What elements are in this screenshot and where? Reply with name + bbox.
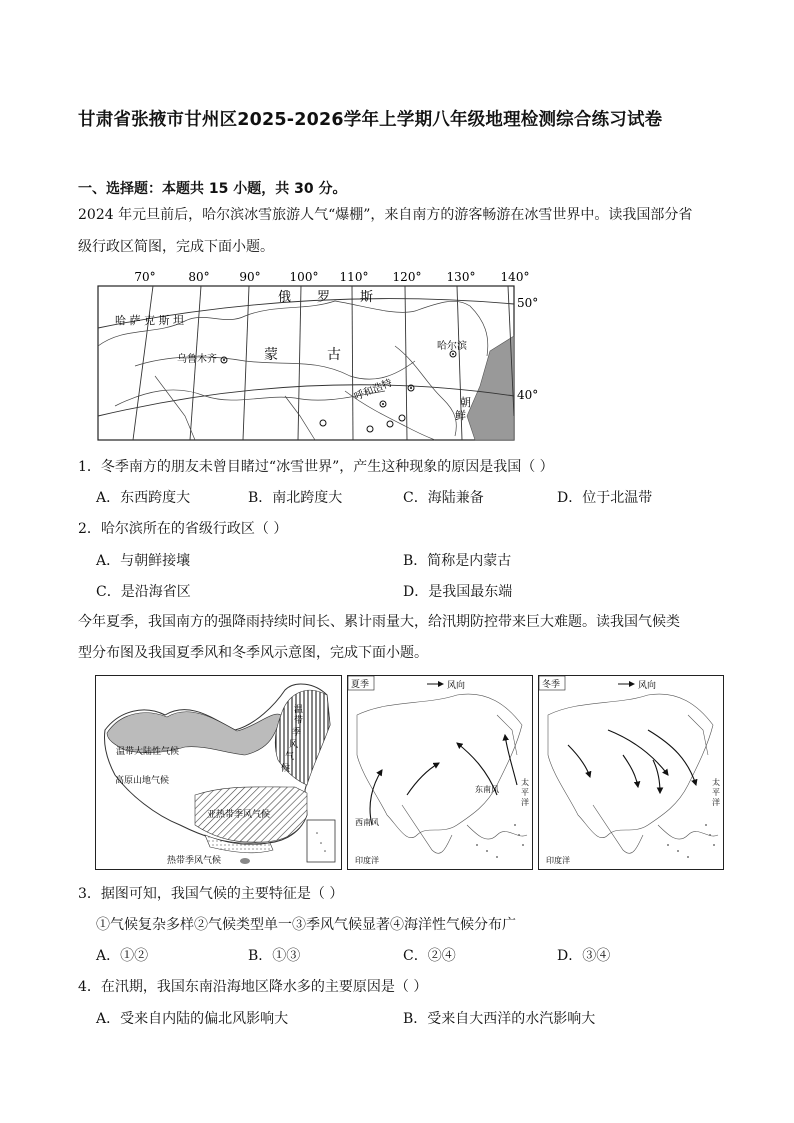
label-indian-ocean-summer: 印度洋 [355, 856, 379, 865]
svg-text:风: 风 [289, 740, 299, 750]
page-title: 甘肃省张掖市甘州区2025-2026学年上学期八年级地理检测综合练习试卷 [78, 110, 663, 130]
lon-label-110: 110° [339, 270, 369, 284]
label-korea-2: 鲜 [455, 409, 466, 422]
label-mongolia-1: 蒙 [264, 347, 278, 363]
q1-option-d[interactable]: D．位于北温带 [557, 490, 653, 506]
lon-label-120: 120° [392, 270, 422, 284]
section-heading: 一、选择题：本题共 15 小题，共 30 分。 [78, 181, 347, 197]
q3-stem: 3．据图可知，我国气候的主要特征是（ ） [78, 886, 344, 902]
label-tropical: 热带季风气候 [167, 856, 222, 866]
summer-monsoon-map [347, 675, 533, 870]
label-pacific-winter [712, 777, 720, 807]
svg-text:洋: 洋 [712, 798, 720, 807]
svg-text:季: 季 [292, 728, 302, 738]
label-hohhot: 呼和浩特 [352, 377, 394, 403]
q2-option-a[interactable]: A．与朝鲜接壤 [96, 553, 191, 569]
svg-text:温: 温 [294, 705, 304, 715]
label-russia-2: 罗 [317, 290, 331, 305]
q2-option-d[interactable]: D．是我国最东端 [403, 584, 513, 600]
label-southwest-wind: 西南风 [355, 818, 379, 827]
lon-label-70: 70° [134, 270, 156, 284]
q1-option-c[interactable]: C．海陆兼备 [403, 490, 484, 506]
lon-label-90: 90° [239, 270, 261, 284]
svg-text:平: 平 [712, 788, 720, 797]
south-china-sea-inset [307, 820, 335, 862]
label-russia-1: 俄 [278, 290, 292, 305]
svg-text:太: 太 [521, 778, 529, 787]
label-indian-ocean-winter: 印度洋 [546, 856, 570, 865]
q3-option-b[interactable]: B．①③ [248, 948, 301, 964]
q4-stem: 4．在汛期，我国东南沿海地区降水多的主要原因是（ ） [78, 979, 428, 995]
q2-option-c[interactable]: C．是沿海省区 [96, 584, 191, 600]
svg-text:候: 候 [281, 764, 291, 774]
intro2-line2: 型分布图及我国夏季风和冬季风示意图，完成下面小题。 [78, 645, 428, 661]
label-southeast-wind: 东南风 [475, 785, 499, 794]
lon-label-80: 80° [188, 270, 210, 284]
label-temperate-continental: 温带大陆性气候 [116, 747, 180, 757]
label-subtropical: 亚热带季风气候 [207, 810, 271, 820]
map-frame [98, 286, 514, 440]
label-mongolia-2: 古 [327, 347, 341, 363]
hainan-island [240, 858, 250, 864]
q3-option-c[interactable]: C．②④ [403, 948, 456, 964]
svg-text:洋: 洋 [521, 798, 529, 807]
label-russia-3: 斯 [360, 290, 374, 305]
intro1-line2: 级行政区简图，完成下面小题。 [78, 239, 274, 255]
label-kazakhstan: 哈 萨 克 斯 坦 [115, 314, 184, 327]
q3-option-a[interactable]: A．①② [96, 948, 149, 964]
summer-tag: 夏季 [351, 680, 370, 690]
q1-option-b[interactable]: B．南北跨度大 [248, 490, 343, 506]
q1-option-a[interactable]: A．东西跨度大 [96, 490, 191, 506]
q2-option-b[interactable]: B．简称是内蒙古 [403, 553, 512, 569]
q2-stem: 2．哈尔滨所在的省级行政区（ ） [78, 521, 288, 537]
lat-label-40: 40° [517, 388, 539, 402]
svg-text:平: 平 [521, 788, 529, 797]
q1-stem: 1．冬季南方的朋友未曾目睹过“冰雪世界”，产生这种现象的原因是我国（ ） [78, 459, 554, 475]
label-korea-1: 朝 [460, 396, 471, 409]
q3-option-d[interactable]: D．③④ [557, 948, 611, 964]
label-pacific-summer [521, 777, 529, 807]
svg-text:气: 气 [285, 752, 295, 762]
lon-label-140: 140° [500, 270, 530, 284]
label-plateau: 高原山地气候 [115, 776, 170, 786]
svg-text:太: 太 [712, 778, 720, 787]
q3-statement: ①气候复杂多样②气候类型单一③季风气候显著④海洋性气候分布广 [96, 917, 516, 933]
intro1-line1: 2024 年元旦前后，哈尔滨冰雪旅游人气“爆棚”，来自南方的游客畅游在冰雪世界中。读我国部分省 [78, 207, 693, 223]
label-urumqi: 乌鲁木齐 [177, 354, 217, 365]
q4-option-b[interactable]: B．受来自大西洋的水汽影响大 [403, 1011, 596, 1027]
winter-wind-label: 风向 [638, 681, 657, 691]
lat-label-50: 50° [517, 296, 539, 310]
province-map [95, 266, 539, 444]
lon-label-100: 100° [289, 270, 319, 284]
winter-tag: 冬季 [542, 680, 561, 690]
winter-monsoon-map [538, 675, 724, 870]
climate-type-map [95, 675, 342, 870]
lon-label-130: 130° [446, 270, 476, 284]
label-harbin: 哈尔滨 [437, 341, 467, 352]
summer-wind-label: 风向 [447, 681, 466, 691]
intro2-line1: 今年夏季，我国南方的强降雨持续时间长、累计雨量大，给汛期防控带来巨大难题。读我国气候类 [78, 614, 680, 630]
svg-text:带: 带 [294, 716, 304, 726]
q4-option-a[interactable]: A．受来自内陆的偏北风影响大 [96, 1011, 289, 1027]
